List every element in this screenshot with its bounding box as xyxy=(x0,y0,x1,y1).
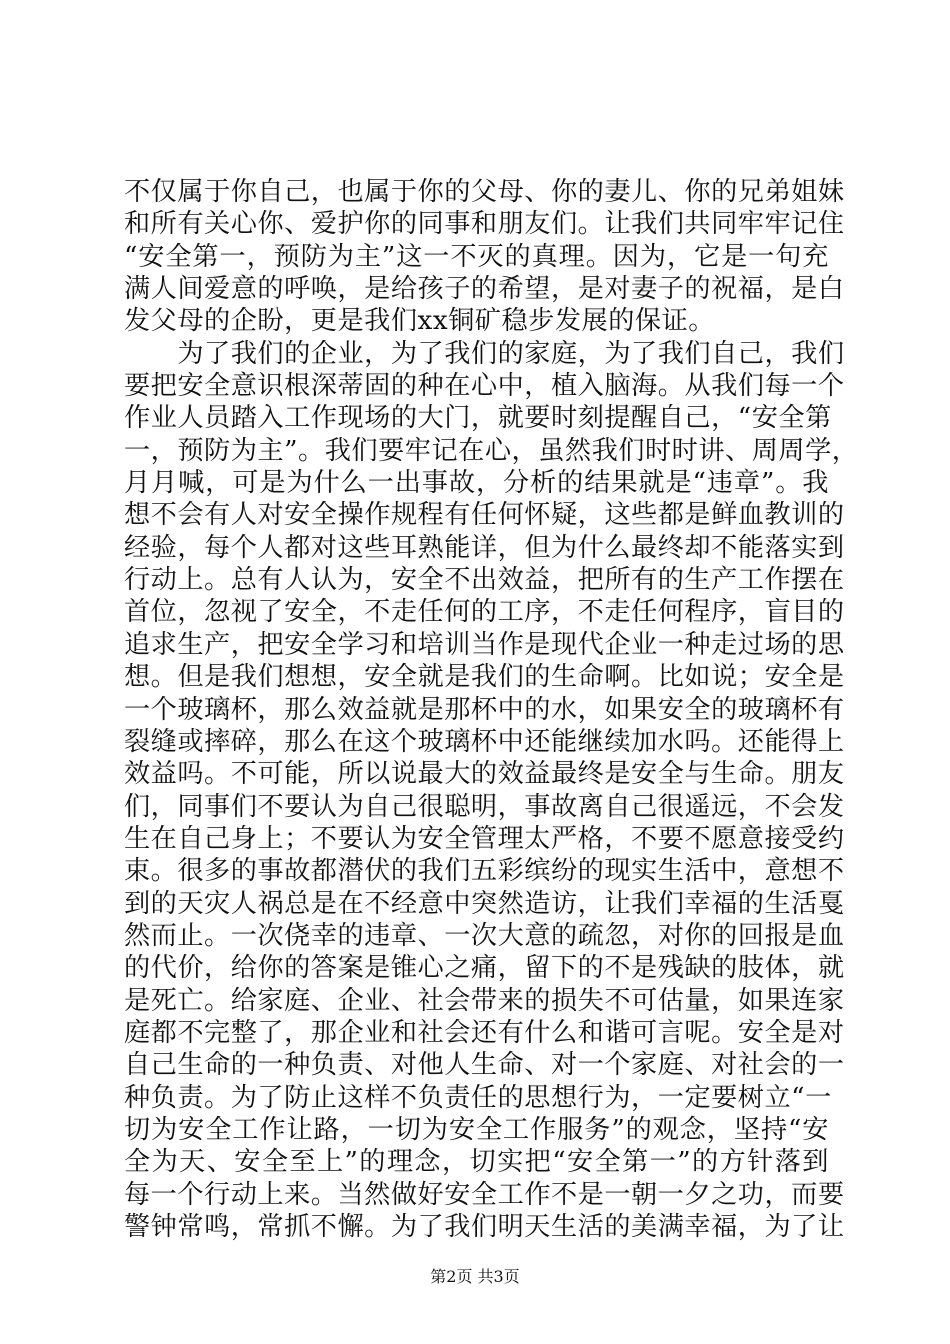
text-line: 们，同事们不要认为自己很聪明，事故离自己很遥远，不会发 xyxy=(124,791,845,822)
text-line: 生在自己身上；不要认为安全管理太严格，不要不愿意接受约 xyxy=(124,823,845,854)
text-line: 满人间爱意的呼唤，是给孩子的希望，是对妻子的祝福，是白 xyxy=(124,274,845,305)
text-line: 效益吗。不可能，所以说最大的效益最终是安全与生命。朋友 xyxy=(124,759,845,790)
text-line: 发父母的企盼，更是我们xx铜矿稳步发展的保证。 xyxy=(124,306,715,337)
text-line: 切为安全工作让路，一切为安全工作服务”的观念，坚持“安 xyxy=(124,1114,829,1145)
text-line: 不仅属于你自己，也属于你的父母、你的妻儿、你的兄弟姐妹 xyxy=(124,177,845,207)
text-line: 自己生命的一种负责、对他人生命、对一个家庭、对社会的一 xyxy=(124,1050,845,1081)
page-number-footer: 第2页 共3页 xyxy=(430,1267,520,1286)
text-line: 一，预防为主”。我们要牢记在心，虽然我们时时讲、周周学， xyxy=(124,435,859,466)
text-line: 裂缝或摔碎，那么在这个玻璃杯中还能继续加水吗。还能得上 xyxy=(124,726,845,757)
text-line: 和所有关心你、爱护你的同事和朋友们。让我们共同牢牢记住 xyxy=(124,209,845,240)
text-line: 要把安全意识根深蒂固的种在心中，植入脑海。从我们每一个 xyxy=(124,371,845,402)
text-line: 追求生产，把安全学习和培训当作是现代企业一种走过场的思 xyxy=(124,629,845,660)
text-line: 行动上。总有人认为，安全不出效益，把所有的生产工作摆在 xyxy=(124,565,845,596)
text-line: “安全第一，预防为主”这一不灭的真理。因为，它是一句充 xyxy=(124,241,829,272)
text-line: 然而止。一次侥幸的违章、一次大意的疏忽，对你的回报是血 xyxy=(124,920,845,951)
text-line: 想。但是我们想想，安全就是我们的生命啊。比如说；安全是 xyxy=(124,662,845,693)
text-line: 到的天灾人祸总是在不经意中突然造访，让我们幸福的生活戛 xyxy=(124,888,845,919)
text-line: 束。很多的事故都潜伏的我们五彩缤纷的现实生活中，意想不 xyxy=(124,856,845,887)
text-line: 经验，每个人都对这些耳熟能详，但为什么最终却不能落实到 xyxy=(124,532,845,563)
text-line: 首位，忽视了安全，不走任何的工序，不走任何程序，盲目的 xyxy=(124,597,845,628)
text-line: 作业人员踏入工作现场的大门，就要时刻提醒自己，“安全第 xyxy=(124,403,832,434)
body-text xyxy=(124,176,859,1243)
text-line: 是死亡。给家庭、企业、社会带来的损失不可估量，如果连家 xyxy=(124,985,845,1016)
text-line: 想不会有人对安全操作规程有任何怀疑，这些都是鲜血教训的 xyxy=(124,500,845,531)
text-line: 一个玻璃杯，那么效益就是那杯中的水，如果安全的玻璃杯有 xyxy=(124,694,845,725)
text-line: 的代价，给你的答案是锥心之痛，留下的不是残缺的肢体，就 xyxy=(124,953,845,984)
text-line: 庭都不完整了，那企业和社会还有什么和谐可言呢。安全是对 xyxy=(124,1017,845,1048)
text-line: 为了我们的企业，为了我们的家庭，为了我们自己，我们 xyxy=(124,338,845,369)
text-line: 警钟常鸣，常抓不懈。为了我们明天生活的美满幸福，为了让 xyxy=(124,1212,845,1242)
text-line: 每一个行动上来。当然做好安全工作不是一朝一夕之功，而要 xyxy=(124,1179,845,1210)
text-line: 种负责。为了防止这样不负责任的思想行为，一定要树立“一 xyxy=(124,1082,832,1113)
text-line: 全为天、安全至上”的理念，切实把“安全第一”的方针落到 xyxy=(124,1147,829,1178)
text-line: 月月喊，可是为什么一出事故，分析的结果就是“违章”。我 xyxy=(124,468,829,499)
